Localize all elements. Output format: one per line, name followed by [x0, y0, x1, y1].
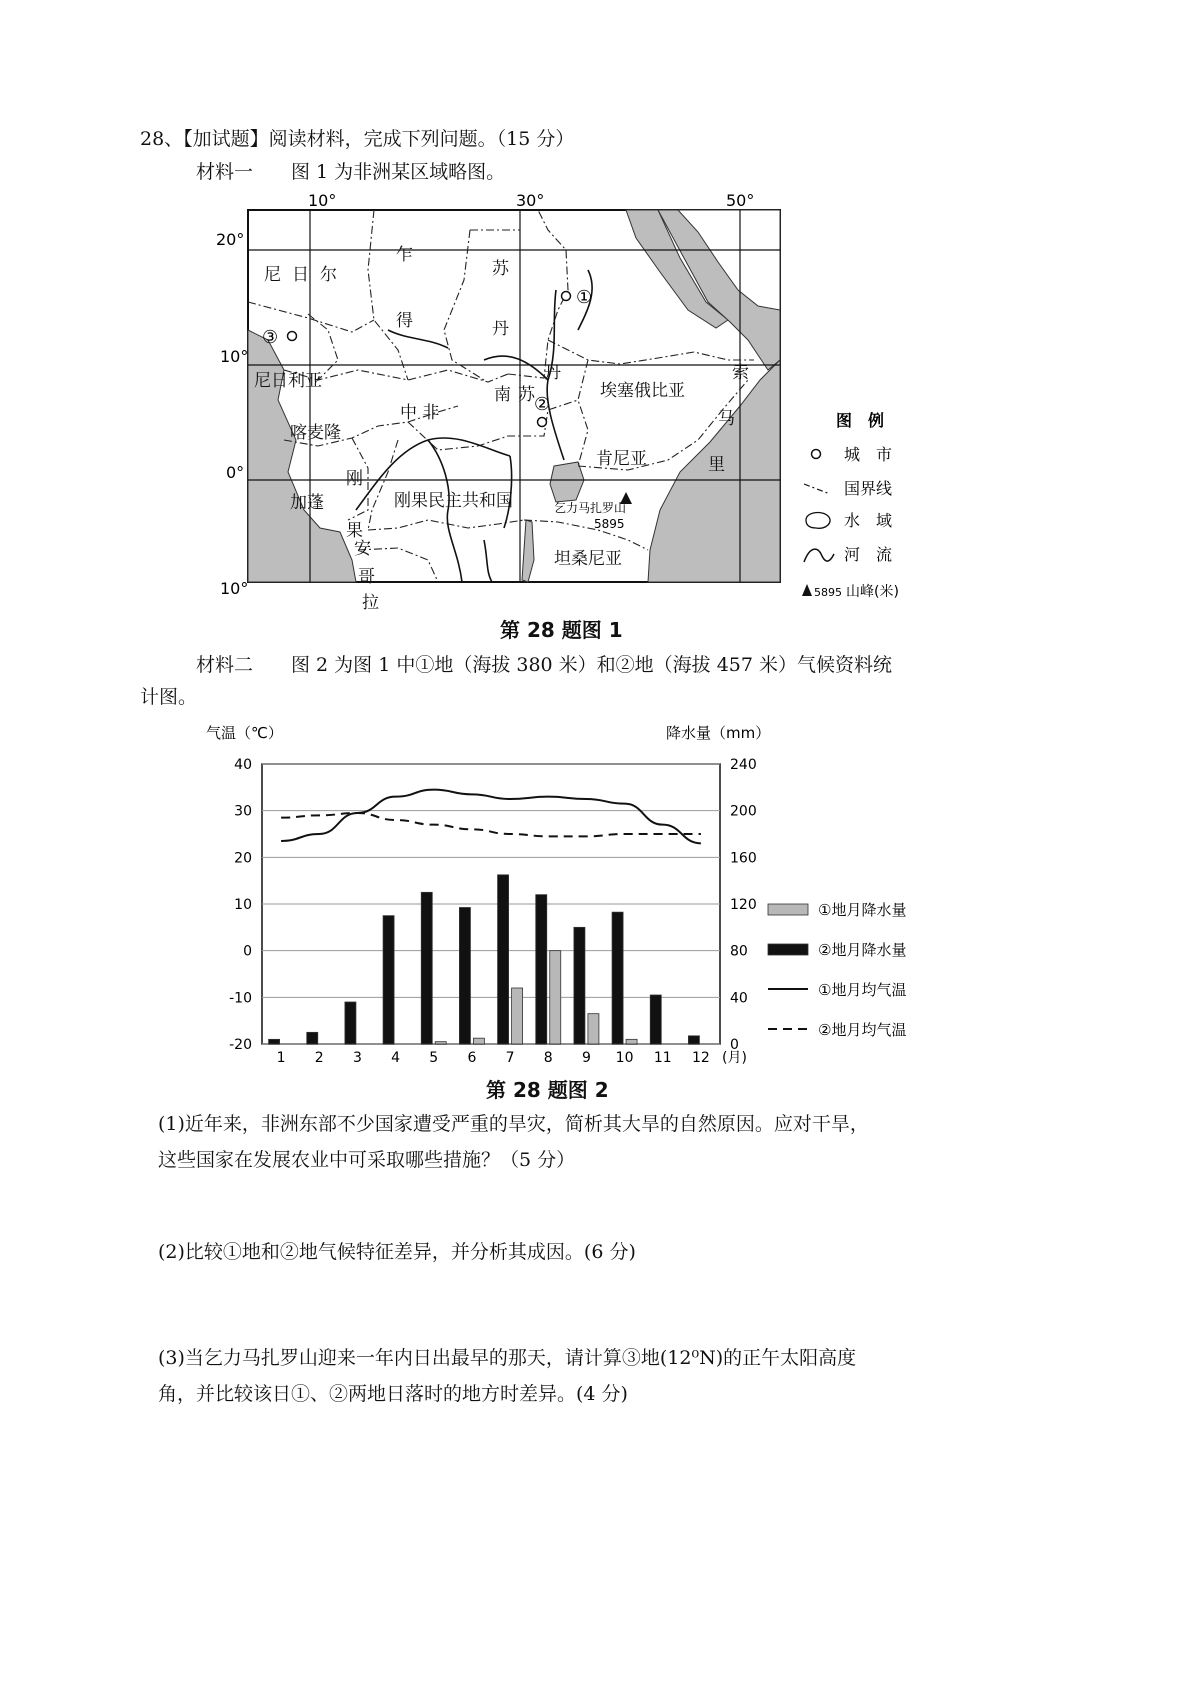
- precip-bar-site-2: [574, 927, 585, 1044]
- country-congo-char-2: 果: [346, 521, 363, 541]
- left-tick-label: 20: [234, 850, 252, 867]
- country-somalia-char-3: 里: [708, 455, 725, 475]
- dash-dot-line-icon: [804, 484, 830, 494]
- x-tick-label: 12: [692, 1050, 710, 1066]
- legend-label: ②地月均气温: [818, 1021, 907, 1039]
- x-tick-label: 1: [276, 1050, 286, 1066]
- lat-label-0: 0°: [226, 463, 245, 482]
- x-tick-label: 7: [505, 1050, 515, 1066]
- country-angola-char-1: 安: [354, 539, 371, 559]
- x-tick-label: 6: [467, 1050, 477, 1066]
- mountain-name: 乞力马扎罗山: [554, 501, 627, 515]
- country-sudan-char-2: 丹: [492, 319, 509, 339]
- legend-label: ②地月降水量: [818, 941, 907, 959]
- water-body-icon: [806, 513, 830, 529]
- sub-question-2: (2)比较①地和②地气候特征差异，并分析其成因。(6 分): [158, 1241, 636, 1263]
- lat-label-10n: 10°: [220, 347, 249, 366]
- left-tick-label: 10: [234, 897, 252, 913]
- precip-bar-site-2: [498, 875, 509, 1044]
- country-niger-char-2: 日: [292, 265, 309, 285]
- x-tick-label: 3: [352, 1050, 362, 1066]
- x-tick-label: 8: [543, 1050, 553, 1066]
- marker-label-3: ③: [262, 327, 279, 348]
- x-unit-label: (月): [722, 1050, 747, 1066]
- left-axis-label: 气温（℃）: [206, 724, 283, 742]
- lon-label-30: 30°: [516, 191, 545, 210]
- right-tick-label: 120: [730, 897, 757, 913]
- precip-bar-site-1: [435, 1042, 446, 1044]
- legend-label-peak: 山峰(米): [846, 584, 899, 600]
- material-2-line-2: 计图。: [140, 686, 198, 708]
- country-angola-char-2: 哥: [358, 567, 375, 587]
- country-chad-char-2: 得: [396, 311, 413, 331]
- city-marker-2-icon: [538, 418, 547, 427]
- precip-bar-site-2: [688, 1036, 699, 1044]
- left-tick-label: 30: [234, 803, 252, 820]
- precip-bar-site-2: [612, 912, 623, 1044]
- x-tick-label: 4: [391, 1050, 401, 1066]
- right-tick-label: 240: [730, 757, 757, 773]
- legend-swatch: [768, 944, 808, 955]
- legend-label-water: 水 域: [844, 511, 893, 530]
- precip-bar-site-2: [345, 1002, 356, 1044]
- country-gabon: 加蓬: [290, 493, 324, 513]
- right-tick-label: 200: [730, 803, 757, 820]
- lat-label-10s: 10°: [220, 579, 249, 598]
- legend-label-border: 国界线: [844, 479, 893, 498]
- map-frame: [248, 210, 780, 613]
- left-tick-label: 0: [243, 943, 252, 960]
- right-tick-label: 80: [730, 943, 748, 960]
- sub-question-3-line-2: 角，并比较该日①、②两地日落时的地方时差异。(4 分): [158, 1383, 628, 1405]
- chart-caption: 第 28 题图 2: [486, 1078, 609, 1102]
- circle-icon: [812, 450, 821, 459]
- country-somalia-char-2: 马: [718, 409, 735, 429]
- climate-chart: [196, 716, 956, 1066]
- right-tick-label: 0: [730, 1037, 739, 1053]
- legend-title: 图 例: [836, 411, 885, 430]
- precip-bar-site-1: [512, 988, 523, 1044]
- precip-bar-site-1: [550, 951, 561, 1044]
- sub-question-3-line-1: (3)当乞力马扎罗山迎来一年内日出最早的那天，请计算③地(12⁰N)的正午太阳高度: [158, 1347, 857, 1369]
- river-icon: [804, 549, 834, 562]
- lon-label-50: 50°: [726, 191, 755, 210]
- question-header: 28、【加试题】阅读材料，完成下列问题。（15 分）: [140, 128, 575, 150]
- sub-question-3: [158, 1340, 1058, 1412]
- marker-label-1: ①: [576, 287, 593, 308]
- city-marker-1-icon: [562, 292, 571, 301]
- country-tanzania: 坦桑尼亚: [554, 549, 622, 569]
- city-marker-3-icon: [288, 332, 297, 341]
- country-kenya: 肯尼亚: [596, 449, 647, 469]
- x-tick-label: 10: [615, 1050, 634, 1066]
- legend-peak-value: 5895: [814, 586, 842, 599]
- country-car: 中 非: [400, 403, 440, 423]
- country-south-sudan-char-3: 丹: [544, 363, 561, 383]
- country-drc: 刚果民主共和国: [394, 491, 513, 511]
- legend-label: ①地月均气温: [818, 981, 907, 999]
- country-niger-char-3: 尔: [320, 265, 337, 285]
- precip-bar-site-2: [459, 908, 470, 1045]
- country-ethiopia: 埃塞俄比亚: [600, 381, 685, 401]
- legend-label: ①地月降水量: [818, 901, 907, 919]
- x-tick-label: 11: [653, 1050, 672, 1066]
- lat-label-20n: 20°: [216, 230, 245, 249]
- x-tick-label: 5: [429, 1050, 439, 1066]
- country-congo-char-1: 刚: [346, 469, 363, 489]
- sub-question-1-line-1: (1)近年来，非洲东部不少国家遭受严重的旱灾，简析其大旱的自然原因。应对干旱，: [158, 1113, 869, 1135]
- marker-label-2: ②: [534, 394, 551, 415]
- right-axis-label: 降水量（mm）: [666, 724, 771, 742]
- x-tick-label: 2: [314, 1050, 324, 1066]
- precip-bar-site-2: [421, 892, 432, 1044]
- legend-label-river: 河 流: [844, 545, 893, 564]
- legend-label-city: 城 市: [844, 445, 893, 464]
- precip-bar-site-1: [473, 1038, 484, 1044]
- left-tick-label: 40: [234, 757, 252, 773]
- country-nigeria: 尼日利亚: [254, 371, 322, 391]
- country-south-sudan-char-2: 苏: [518, 385, 535, 405]
- country-south-sudan-char-1: 南: [494, 385, 511, 405]
- country-sudan-char-1: 苏: [492, 259, 509, 279]
- precip-bar-site-2: [307, 1032, 318, 1044]
- precip-bar-site-2: [269, 1039, 280, 1044]
- country-chad-char-1: 乍: [396, 245, 413, 265]
- precip-bar-site-1: [588, 1014, 599, 1044]
- africa-region-map: [216, 182, 930, 632]
- precip-bar-site-2: [536, 895, 547, 1044]
- right-tick-label: 160: [730, 850, 757, 867]
- precip-bar-site-2: [650, 995, 661, 1044]
- precip-bar-site-2: [383, 916, 394, 1044]
- map-caption: 第 28 题图 1: [500, 618, 623, 642]
- country-niger-char-1: 尼: [264, 265, 281, 285]
- material-2-line-1: 材料二 图 2 为图 1 中①地（海拔 380 米）和②地（海拔 457 米）气候资料统: [196, 654, 893, 676]
- sub-question-1: [158, 1106, 1058, 1178]
- map-legend: [802, 411, 899, 600]
- material-1: 材料一 图 1 为非洲某区域略图。: [196, 161, 506, 183]
- left-tick-label: -20: [229, 1037, 252, 1053]
- sub-question-1-line-2: 这些国家在发展农业中可采取哪些措施？（5 分）: [158, 1149, 576, 1171]
- country-angola-char-3: 拉: [362, 593, 379, 613]
- precip-bar-site-1: [626, 1039, 637, 1044]
- lon-label-10: 10°: [308, 191, 337, 210]
- legend-swatch: [768, 904, 808, 915]
- country-cameroon: 喀麦隆: [290, 423, 341, 443]
- peak-icon: [802, 584, 812, 596]
- right-tick-label: 40: [730, 990, 748, 1007]
- left-tick-label: -10: [229, 990, 252, 1007]
- country-somalia-char-1: 索: [732, 363, 749, 383]
- x-tick-label: 9: [581, 1050, 591, 1066]
- mountain-height: 5895: [594, 517, 625, 531]
